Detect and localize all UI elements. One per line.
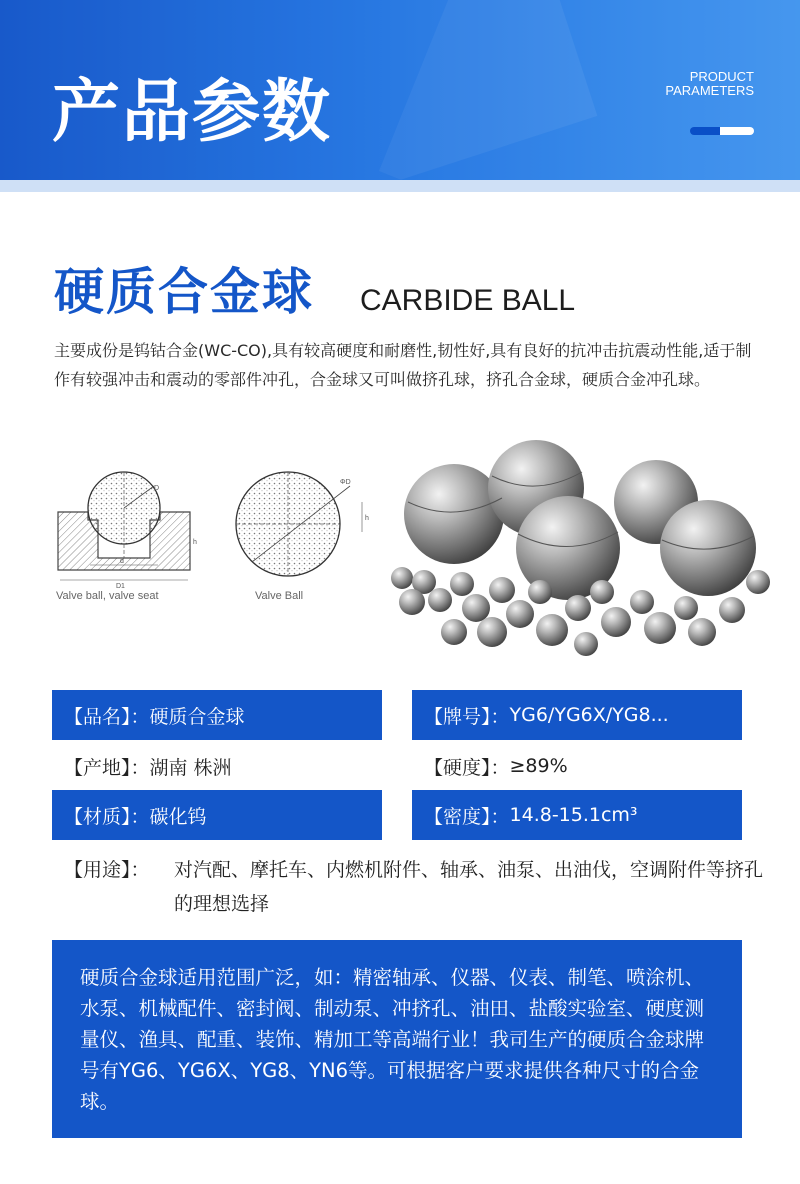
product-intro: 主要成份是钨钴合金(WC-CO),具有较高硬度和耐磨性,韧性好,具有良好的抗冲击抗震动性能,适于制作有较强冲击和震动的零部件冲孔，合金球又可叫做挤孔球，挤孔合金球，硬质合金冲孔球。 [54, 341, 752, 389]
banner-subtitle [665, 70, 754, 98]
valve-ball-diagram [228, 462, 378, 587]
product-title-en: CARBIDE BALL [360, 284, 576, 317]
application-summary: 硬质合金球适用范围广泛，如：精密轴承、仪器、仪表、制笔、喷涂机、水泵、机械配件、密封阀、制动泵、冲挤孔、油田、盐酸实验室、硬度测量仪、渔具、配重、装饰、精加工等高端行业！我司生产的硬质合金球牌号有YG6、YG6X、YG8、YN6等。可根据客户要求提供各种尺寸的合金球。 [52, 940, 742, 1138]
param-name-label: 【品名】： [64, 705, 150, 728]
param-hardness-value: ≥89% [509, 755, 568, 777]
valve-ball-drawing [228, 462, 378, 587]
param-usage-label: 【用途】： [64, 859, 150, 881]
param-hardness-label: 【硬度】： [424, 756, 510, 779]
diagram-label-phi: ΦD [340, 479, 351, 486]
diagram-label-d2: d [120, 558, 124, 565]
param-origin [52, 741, 382, 791]
param-usage-value: 对汽配、摩托车、内燃机附件、轴承、油泵、出油伐，空调附件等挤孔的理想选择 [174, 859, 764, 915]
param-density-label: 【密度】： [424, 805, 510, 828]
param-hardness [412, 741, 742, 791]
param-name [52, 690, 382, 740]
valve-seat-caption: Valve ball, valve seat [56, 590, 159, 602]
param-grade-label: 【牌号】： [424, 705, 510, 728]
valve-seat-diagram [50, 462, 200, 592]
diagram-label-d3: D1 [116, 583, 125, 590]
diagram-label-h: h [193, 539, 197, 546]
product-title-cn: 硬质合金球 [54, 263, 314, 321]
banner-subtitle-line1: PRODUCT [689, 69, 754, 84]
valve-ball-caption: Valve Ball [255, 590, 304, 602]
valve-seat-drawing [50, 462, 200, 592]
banner-subtitle-line2: PARAMETERS [665, 83, 754, 98]
header-banner [0, 0, 800, 180]
param-material-label: 【材质】： [64, 805, 150, 828]
param-origin-label: 【产地】： [64, 756, 150, 779]
param-material-value: 碳化钨 [149, 805, 207, 828]
param-origin-value: 湖南 株洲 [149, 756, 232, 779]
carbide-balls-image [380, 432, 780, 664]
banner-decor-bar [690, 127, 754, 135]
param-grade-value: YG6/YG6X/YG8... [509, 704, 669, 726]
param-density [412, 790, 742, 840]
param-name-value: 硬质合金球 [149, 705, 245, 728]
param-material [52, 790, 382, 840]
banner-divider [0, 180, 800, 192]
param-grade [412, 690, 742, 740]
banner-title: 产品参数 [52, 73, 333, 152]
carbide-balls-photo [380, 432, 780, 664]
diagram-label-d1: D [154, 485, 160, 492]
param-density-value: 14.8-15.1cm³ [509, 804, 638, 826]
svg-text:h: h [365, 515, 369, 522]
